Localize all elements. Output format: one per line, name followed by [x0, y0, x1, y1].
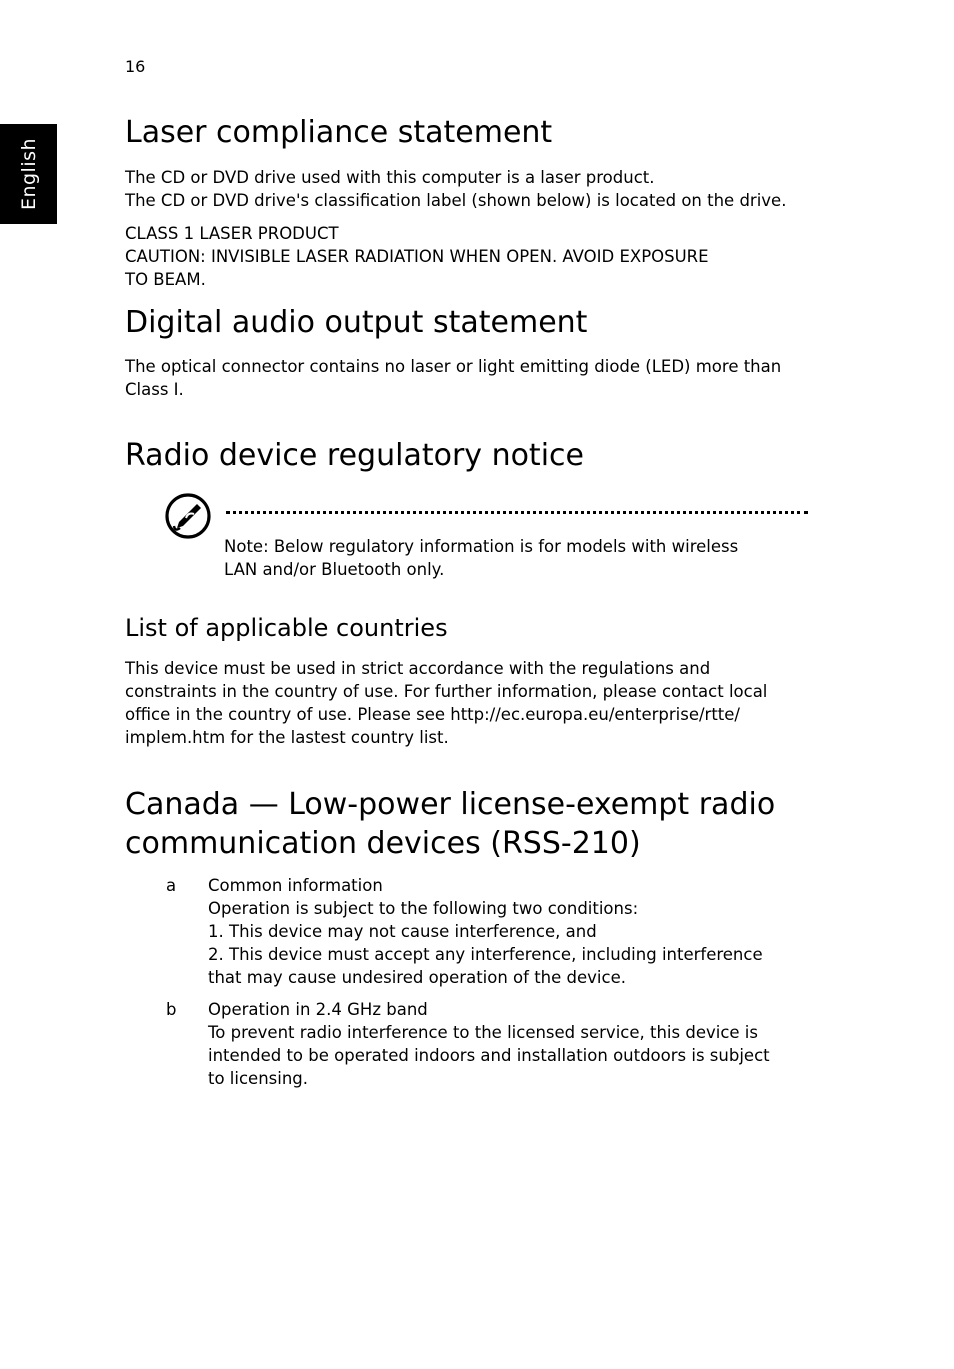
regulatory-note [224, 535, 804, 581]
canada-heading-line: communication devices (RSS-210) [125, 826, 641, 861]
list-marker: b [166, 1000, 177, 1019]
text-line: Common information [208, 876, 383, 895]
text-line: intended to be operated indoors and installation outdoors is subject [208, 1046, 770, 1065]
text-line: CLASS 1 LASER PRODUCT [125, 224, 339, 243]
list-item-content [208, 998, 828, 1090]
note-label: Note [224, 537, 264, 556]
digital-audio-paragraph [125, 355, 825, 401]
laser-paragraph-2 [125, 222, 825, 291]
text-line: To prevent radio interference to the licensed service, this device is [208, 1023, 758, 1042]
text-line: The CD or DVD drive used with this computer is a laser product. [125, 168, 655, 187]
text-line: to licensing. [208, 1069, 309, 1088]
note-divider [226, 511, 808, 514]
canada-heading-line: Canada — Low-power license-exempt radio [125, 787, 776, 822]
digital-audio-heading: Digital audio output statement [125, 305, 588, 340]
text-line: CAUTION: INVISIBLE LASER RADIATION WHEN OPEN. AVOID EXPOSURE [125, 247, 709, 266]
countries-heading: List of applicable countries [125, 614, 448, 642]
countries-paragraph [125, 657, 825, 749]
language-label: English [17, 137, 40, 211]
text-line: Class I. [125, 380, 184, 399]
text-line: 2. This device must accept any interference, including interference [208, 945, 763, 964]
list-item-content [208, 874, 828, 989]
text-line: office in the country of use. Please see http://ec.europa.eu/enterprise/rtte/ [125, 705, 740, 724]
text-line: that may cause undesired operation of the device. [208, 968, 626, 987]
laser-paragraph-1 [125, 166, 825, 212]
note-pen-icon [164, 492, 212, 540]
text-line: implem.htm for the lastest country list. [125, 728, 449, 747]
note-text-continued: LAN and/or Bluetooth only. [224, 560, 445, 579]
laser-compliance-heading: Laser compliance statement [125, 115, 553, 150]
page-number: 16 [125, 57, 146, 76]
text-line: This device must be used in strict accordance with the regulations and [125, 659, 711, 678]
language-side-tab [0, 124, 57, 224]
text-line: 1. This device may not cause interference, and [208, 922, 597, 941]
text-line: Operation is subject to the following two conditions: [208, 899, 639, 918]
radio-device-heading: Radio device regulatory notice [125, 438, 584, 473]
note-text: : Below regulatory information is for models with wireless [263, 537, 739, 556]
canada-heading [125, 785, 825, 863]
text-line: The optical connector contains no laser or light emitting diode (LED) more than [125, 357, 782, 376]
text-line: TO BEAM. [125, 270, 206, 289]
text-line: The CD or DVD drive's classification label (shown below) is located on the drive. [125, 191, 787, 210]
list-marker: a [166, 876, 177, 895]
text-line: Operation in 2.4 GHz band [208, 1000, 428, 1019]
text-line: constraints in the country of use. For further information, please contact local [125, 682, 768, 701]
